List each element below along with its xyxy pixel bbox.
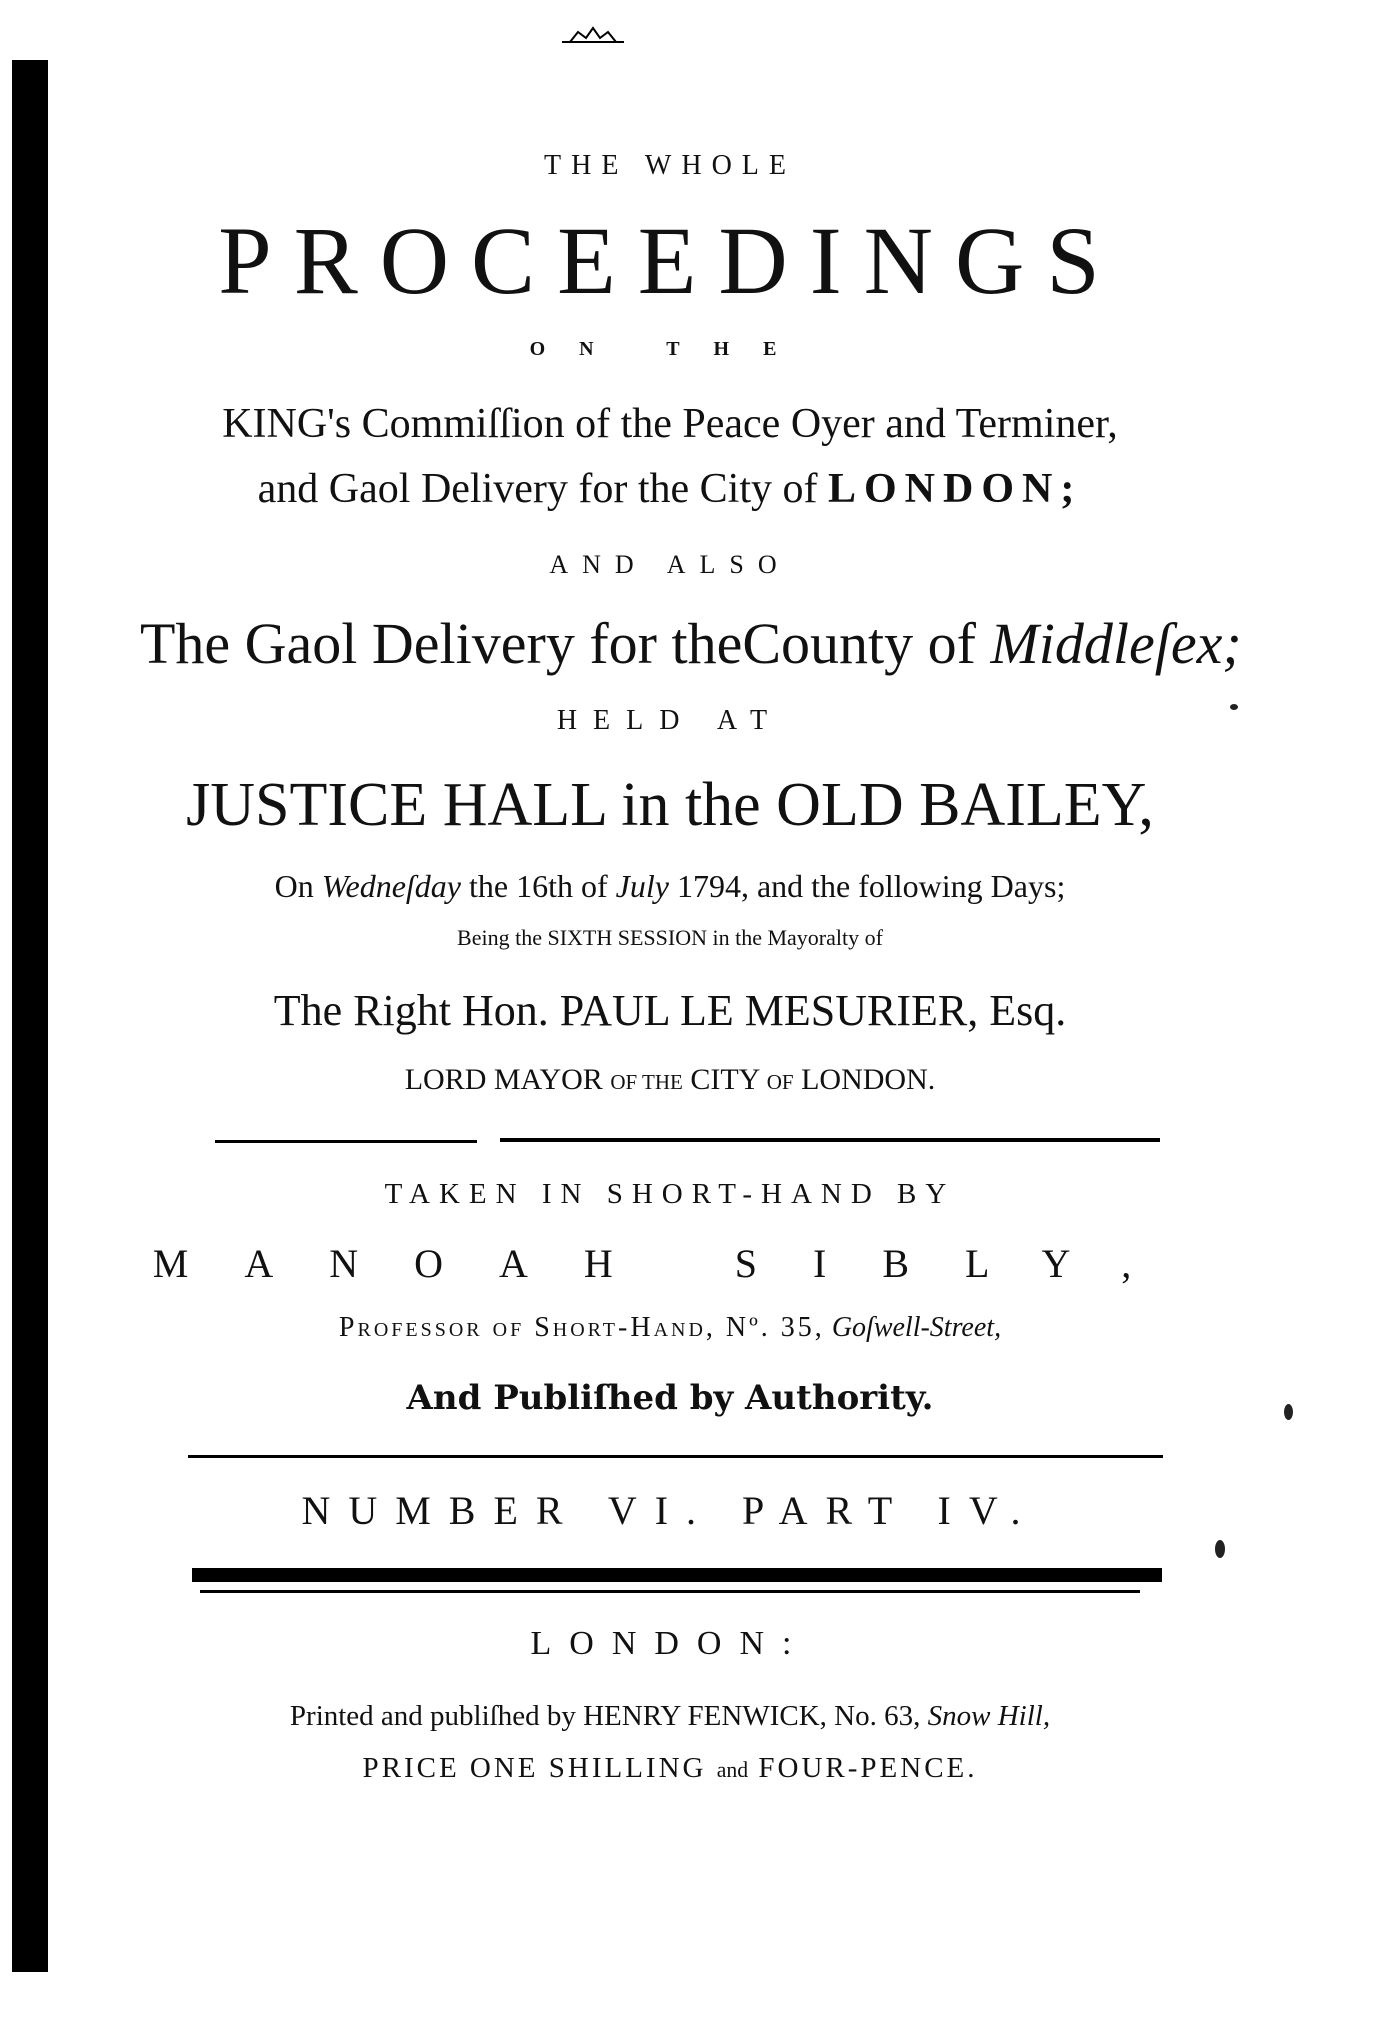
date-rest: 1794, and the following Days; (676, 868, 1066, 904)
credit-professor (140, 1312, 1200, 1344)
credit-taken-by: TAKEN IN SHORT-HAND BY (384, 1178, 956, 1210)
mayor-of: OF (766, 1070, 794, 1094)
price-b: FOUR-PENCE. (758, 1752, 978, 1784)
title-on-the: ON THE (529, 338, 811, 360)
title-session: Being the SIXTH SESSION in the Mayoralty of (457, 925, 883, 950)
date-mid: the 16th of (469, 868, 608, 904)
title-proceedings: PROCEEDINGS (218, 207, 1122, 314)
professor-street: Goſwell-Street, (831, 1312, 1002, 1343)
date-month: July (615, 868, 669, 904)
imprint-printed-by (140, 1700, 1200, 1733)
number-part: NUMBER VI. PART IV. (301, 1488, 1039, 1533)
credit-published-by-authority: And Publiſhed by Authority. (406, 1378, 934, 1418)
scan-speck (1215, 1540, 1225, 1558)
scan-speck (1284, 1404, 1293, 1420)
mayor-of-the: OF THE (610, 1070, 683, 1094)
imprint-london: LONDON: (530, 1625, 810, 1662)
title-gaol-city (140, 465, 1200, 513)
divider-rule (200, 1590, 1140, 1593)
gaol-city-london: LONDON; (828, 466, 1083, 512)
gaol-county-prefix: The Gaol Delivery for theCounty of (140, 611, 976, 676)
divider-rule (500, 1138, 1160, 1142)
title-and-also: AND ALSO (549, 550, 791, 579)
mayor-city: CITY (690, 1063, 760, 1096)
title-date-line (140, 868, 1200, 905)
date-on: On (274, 868, 314, 904)
title-commission: KING's Commiſſion of the Peace Oyer and Terminer, (222, 401, 1118, 447)
title-justice-hall: JUSTICE HALL in the OLD BAILEY, (186, 771, 1154, 839)
date-weekday: Wedneſday (321, 868, 461, 904)
divider-thick-rule (192, 1568, 1162, 1582)
mayor-lord: LORD MAYOR (404, 1063, 603, 1096)
gaol-city-prefix: and Gaol Delivery for the City of (257, 466, 818, 512)
title-lord-mayor (140, 1063, 1200, 1097)
title-held-at: HELD AT (556, 705, 784, 736)
price-and: and (716, 1758, 749, 1782)
scan-binding-edge (12, 60, 48, 1972)
printed-place: Snow Hill, (927, 1700, 1051, 1732)
divider-rule (215, 1140, 477, 1143)
scan-speck (1230, 704, 1238, 710)
professor-prefix: Professor of Short-Hand, Nº. 35, (338, 1312, 825, 1343)
title-gaol-county (140, 610, 1242, 677)
gaol-county-name: Middleſex; (990, 611, 1242, 676)
ornament-icon (560, 24, 626, 44)
printed-prefix: Printed and publiſhed by HENRY FENWICK, No. 63, (289, 1700, 921, 1732)
mayor-london: LONDON. (801, 1063, 936, 1096)
title-the-whole: THE WHOLE (544, 150, 796, 181)
price-a: PRICE ONE SHILLING (362, 1752, 707, 1784)
title-right-hon: The Right Hon. PAUL LE MESURIER, Esq. (273, 986, 1067, 1035)
credit-author-name: MANOAH SIBLY, (152, 1241, 1188, 1286)
divider-rule (188, 1455, 1163, 1458)
imprint-price (140, 1752, 1200, 1785)
